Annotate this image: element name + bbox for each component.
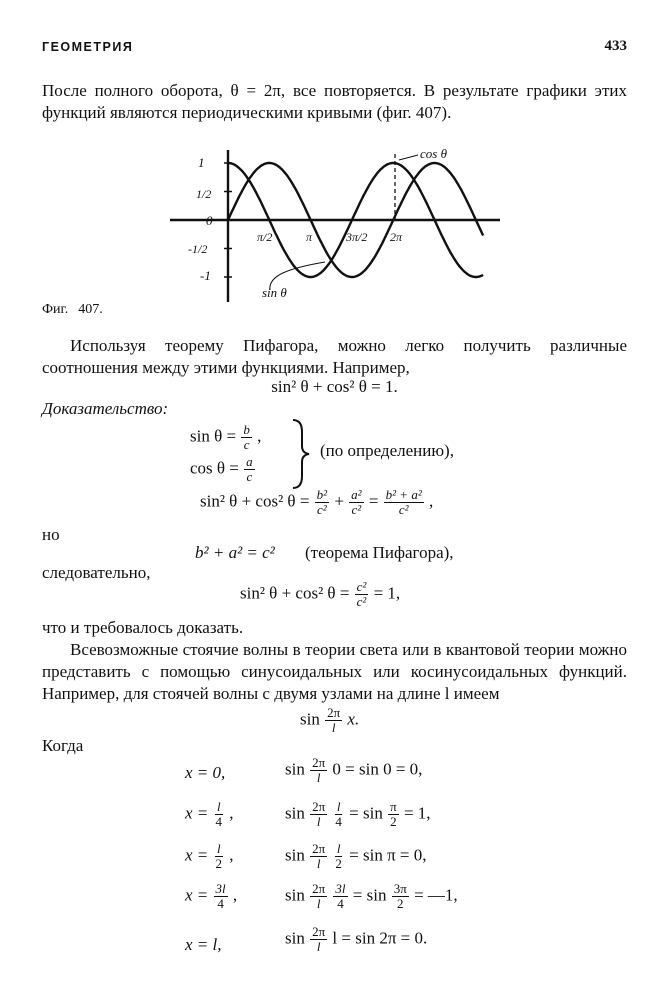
fraction: $\frac{3l}{4}$ <box>335 881 346 911</box>
fraction: $\frac{2\pi}{l}$ <box>312 881 326 911</box>
qed-text: что и требовалось доказать. <box>42 618 244 637</box>
x-tick-label: π/2 <box>257 230 273 244</box>
row-rhs: sin $\frac{2\pi}{l}$ $\frac{l}{4}$ = sin $\frac{\pi}{2}$ = 1, <box>285 799 431 829</box>
x-tick-label: 3π/2 <box>346 230 368 244</box>
cos-def-lhs: cos θ = <box>190 458 239 478</box>
wave-formula <box>300 706 359 735</box>
x-tick-label: π <box>306 230 313 244</box>
row-rhs-text: 0 = sin 0 = 0, <box>332 759 423 779</box>
sin-def-lhs: sin θ = <box>190 426 237 446</box>
sin-definition: sin θ = $\frac{b}{c}$ , <box>190 422 262 452</box>
cos-definition <box>190 455 256 484</box>
row-x: x = $\frac{l}{4}$ , <box>185 799 234 829</box>
y-tick-label: -1 <box>200 268 211 283</box>
fraction: $\frac{\text{c²}}{\text{c²}}$ <box>356 579 367 609</box>
therefore-word: следовательно, <box>42 563 151 582</box>
pythagoras-paragraph: Используя теорему Пифагора, можно легко получить различные соотношения между этими функциями. Например, <box>42 336 627 377</box>
waves-paragraph: Всевозможные стоячие волны в теории света или в квантовой теории можно представить с помощью синусоидальных или косинусоидальных функций. Например, для стоячей волны с двумя узлами на длине l имеем <box>42 640 627 703</box>
proof-label: Доказательство: <box>42 399 169 418</box>
figure-407 <box>150 140 510 305</box>
y-tick-label: 1 <box>198 155 205 170</box>
fraction: $\frac{\text{b² + a²}}{\text{c²}}$ <box>385 487 422 517</box>
identity-equation: sin² θ + cos² θ = 1. <box>271 377 398 396</box>
fraction: $\frac{2\pi}{l}$ <box>312 924 326 954</box>
y-tick-label: 0 <box>206 213 213 228</box>
row-x: x = l, <box>185 935 222 954</box>
row-x: x = $\frac{l}{2}$ , <box>185 841 234 871</box>
caption-label: Фиг. <box>42 302 69 317</box>
fraction: $\frac{3\pi}{2}$ <box>393 881 407 911</box>
fraction: $\frac{2\pi}{l}$ <box>312 841 326 871</box>
pythagoras-equation: b² + a² = c² <box>195 543 275 562</box>
final-rhs: = 1, <box>373 583 401 603</box>
row-x: x = $\frac{3l}{4}$ , <box>185 881 238 911</box>
intro-paragraph: После полного оборота, θ = 2π, все повторяется. В результате графики этих функций являются периодическими кривыми (фиг. 407). <box>42 81 627 122</box>
when-word: Когда <box>42 736 84 755</box>
wave-prefix: sin <box>300 709 320 729</box>
y-tick-label: 1/2 <box>196 187 212 201</box>
row-rhs: sin $\frac{2\pi}{l}$ 0 = sin 0 = 0, <box>285 755 423 785</box>
row-rhs: sin $\frac{2\pi}{l}$ $\frac{3l}{4}$ = sin $\frac{3\pi}{2}$ = —1, <box>285 881 458 911</box>
cos-leader <box>399 155 418 160</box>
fraction: $\frac{l}{2}$ <box>335 841 342 871</box>
fraction: $\frac{l}{2}$ <box>215 841 223 871</box>
fraction: $\frac{b}{c}$ <box>243 422 250 452</box>
sin-label: sin θ <box>262 285 287 300</box>
x-tick-label: 2π <box>390 230 403 244</box>
sum-equation: sin² θ + cos² θ = $\frac{\text{b²}}{\text{c²}}$ + $\frac{\text{a²}}{\text{c²}}$ = $\frac{\text{b² + a²}}{\text{c²}}$ , <box>200 487 434 517</box>
fraction: $\frac{l}{4}$ <box>215 799 223 829</box>
fraction: $\frac{\pi}{2}$ <box>390 799 397 829</box>
row-rhs: sin $\frac{2\pi}{l}$ l = sin 2π = 0. <box>285 924 428 954</box>
right-brace <box>290 418 312 490</box>
page-number: 433 <box>604 38 627 54</box>
fraction: $\frac{3l}{4}$ <box>215 881 226 911</box>
fraction: $\frac{2\pi}{l}$ <box>327 705 341 735</box>
fraction: $\frac{2\pi}{l}$ <box>312 799 326 829</box>
but-word: но <box>42 525 60 544</box>
final-lhs: sin² θ + cos² θ = <box>240 583 350 603</box>
wave-suffix: x. <box>347 709 360 729</box>
fraction: $\frac{\text{b²}}{\text{c²}}$ <box>316 487 328 517</box>
row-rhs: sin $\frac{2\pi}{l}$ $\frac{l}{2}$ = sin π = 0, <box>285 841 427 871</box>
pythagoras-note: (теорема Пифагора), <box>305 543 454 562</box>
running-head: ГЕОМЕТРИЯ <box>42 40 134 54</box>
figure-caption <box>42 302 103 318</box>
sum-lhs: sin² θ + cos² θ = <box>200 491 310 511</box>
fraction: $\frac{l}{4}$ <box>335 799 342 829</box>
fraction: $\frac{2\pi}{l}$ <box>312 755 326 785</box>
row-x: x = 0, <box>185 763 226 782</box>
cos-label: cos θ <box>420 146 447 161</box>
y-tick-label: -1/2 <box>188 242 208 256</box>
fraction: $\frac{\text{a²}}{\text{c²}}$ <box>351 487 362 517</box>
brace-note: (по определению), <box>320 441 454 460</box>
row-rhs-text: l = sin 2π = 0. <box>332 928 428 948</box>
caption-number: 407. <box>78 302 103 317</box>
final-equation <box>240 580 400 609</box>
fraction: $\frac{a}{c}$ <box>246 454 253 484</box>
